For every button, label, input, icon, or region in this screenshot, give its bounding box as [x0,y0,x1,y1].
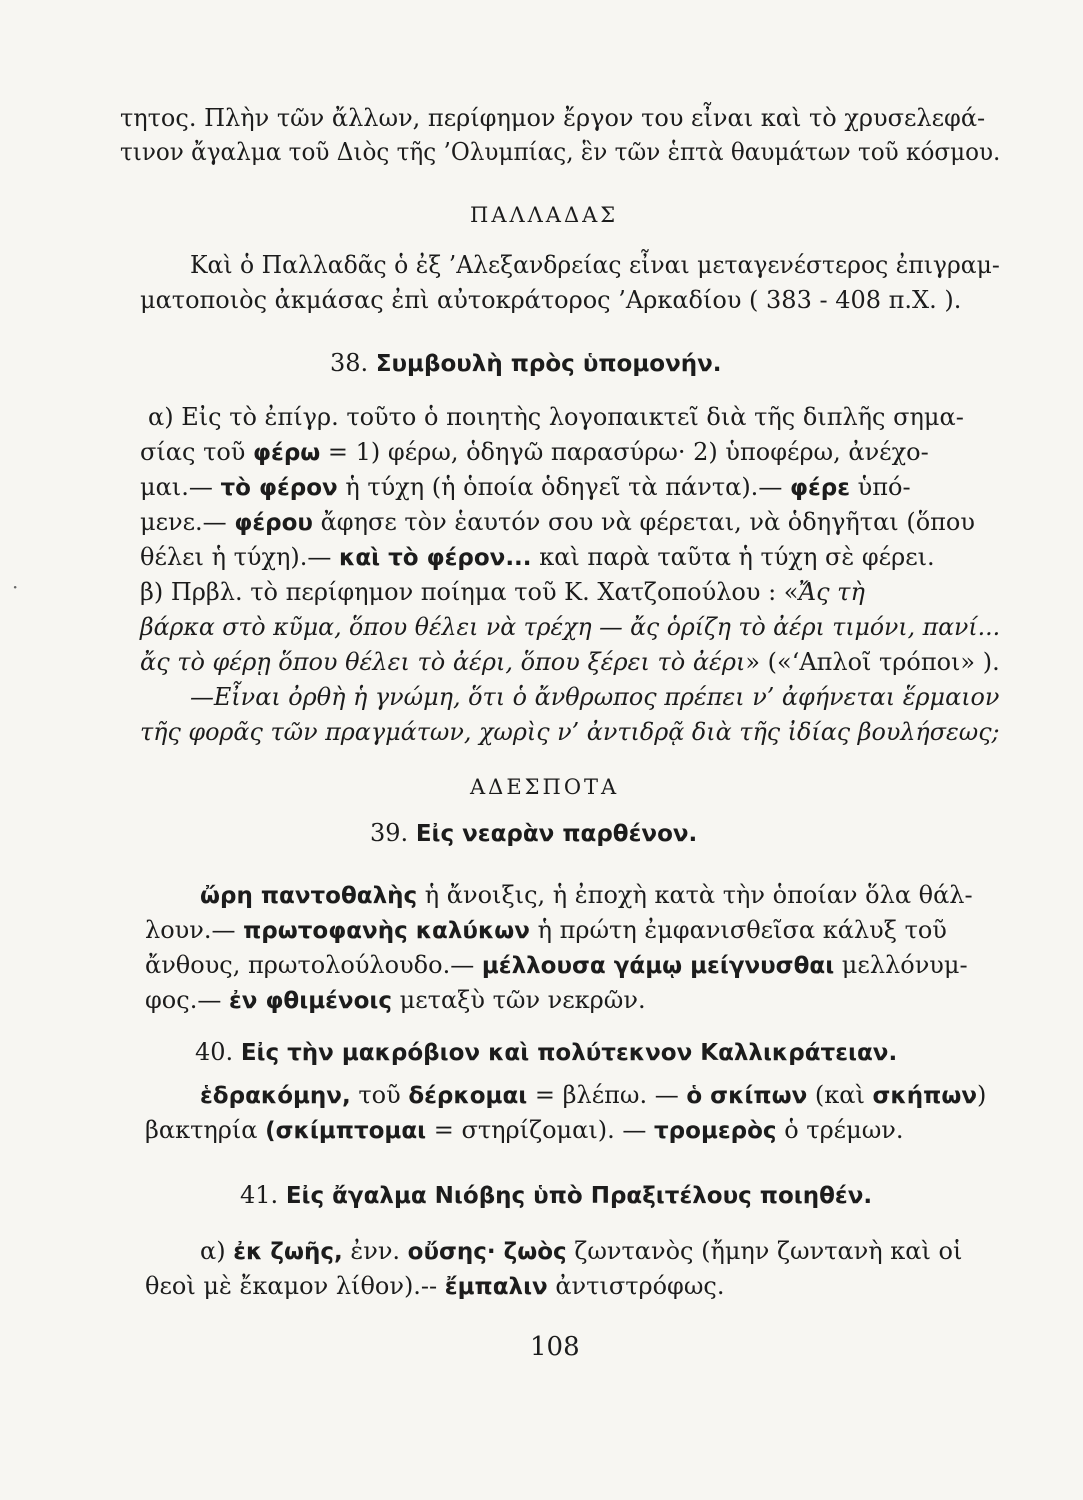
page-number: 108 [530,1332,580,1362]
text-line: βακτηρία (σκίμπτομαι = στηρίζομαι). — τρομερὸς ὁ τρέμων. [145,1116,904,1144]
text-line: —Εἶναι ὀρθὴ ἡ γνώμη, ὅτι ὁ ἄνθρωπος πρέπει ν’ ἀφήνεται ἕρμαιον [190,683,1000,711]
text-line: ἑδρακόμην, τοῦ δέρκομαι = βλέπω. — ὁ σκίπων (καὶ σκήπων) [200,1081,987,1109]
epigram-title-39: 39. Εἰς νεαρὰν παρθένον. [370,819,698,847]
section-heading-adespota: ΑΔΕΣΠΟΤΑ [470,775,620,799]
text-line: θέλει ἡ τύχη).— καὶ τὸ φέρον... καὶ παρὰ ταῦτα ἡ τύχη σὲ φέρει. [140,543,935,571]
text-line: βάρκα στὸ κῦμα, ὅπου θέλει νὰ τρέχη — ἄς ὁρίζη τὸ ἀέρι τιμόνι, πανί... [140,613,1001,641]
text-line: μενε.— φέρου ἄφησε τὸν ἑαυτόν σου νὰ φέρεται, νὰ ὁδηγῆται (ὅπου [140,508,975,536]
text-line: θεοὶ μὲ ἔκαμον λίθον).-- ἔμπαλιν ἀντιστρόφως. [145,1272,725,1300]
epigram-title-40: 40. Εἰς τὴν μακρόβιον καὶ πολύτεκνον Καλλικράτειαν. [195,1038,898,1066]
text-line: α) ἐκ ζωῆς, ἐνν. οὔσης· ζωὸς ζωντανὸς (ἤμην ζωντανὴ καὶ οἱ [200,1237,963,1265]
text-line: ἄνθους, πρωτολούλουδο.— μέλλουσα γάμῳ μείγνυσθαι μελλόνυμ- [145,951,968,979]
text-line: τινον ἄγαλμα τοῦ Διὸς τῆς ’Ολυμπίας, ἓν τῶν ἑπτὰ θαυμάτων τοῦ κόσμου. [120,138,1001,166]
section-heading-palladas: ΠΑΛΛΑΔΑΣ [470,203,619,227]
text-line: λουν.— πρωτοφανὴς καλύκων ἡ πρώτη ἐμφανισθεῖσα κάλυξ τοῦ [145,916,947,944]
text-line: μαι.— τὸ φέρον ἡ τύχη (ἡ ὁποία ὁδηγεῖ τὰ πάντα).— φέρε ὑπό- [140,473,911,501]
text-line: ἄς τὸ φέρῃ ὅπου θέλει τὸ ἀέρι, ὅπου ξέρει τὸ ἀέρι» («‘Απλοῖ τρόποι» ). [140,648,1000,676]
epigram-title-38: 38. Συμβουλὴ πρὸς ὑπομονήν. [330,349,722,377]
margin-mark: · [12,575,19,599]
text-line: α) Εἰς τὸ ἐπίγρ. τοῦτο ὁ ποιητὴς λογοπαικτεῖ διὰ τῆς διπλῆς σημα- [148,403,964,431]
text-line: ματοποιὸς ἀκμάσας ἐπὶ αὐτοκράτορος ’Αρκαδίου ( 383 - 408 π.Χ. ). [140,286,962,314]
epigram-title-41: 41. Εἰς ἄγαλμα Νιόβης ὑπὸ Πραξιτέλους ποιηθέν. [240,1181,873,1209]
text-line: τῆς φορᾶς τῶν πραγμάτων, χωρὶς ν’ ἀντιδρᾷ διὰ τῆς ἰδίας βουλήσεως; [140,718,1000,746]
text-line: φος.— ἐν φθιμένοις μεταξὺ τῶν νεκρῶν. [145,986,646,1014]
text-line: ὤρη παντοθαλὴς ἡ ἄνοιξις, ἡ ἐποχὴ κατὰ τὴν ὁποίαν ὅλα θάλ- [200,881,973,909]
text-line: β) Πρβλ. τὸ περίφημον ποίημα τοῦ Κ. Χατζοπούλου : «Ἄς τὴ [140,578,865,606]
text-line: τητος. Πλὴν τῶν ἄλλων, περίφημον ἔργον του εἶναι καὶ τὸ χρυσελεφά- [120,104,986,132]
text-line: σίας τοῦ φέρω = 1) φέρω, ὁδηγῶ παρασύρω· 2) ὑποφέρω, ἀνέχο- [140,438,929,466]
text-line: Καὶ ὁ Παλλαδᾶς ὁ ἐξ ’Αλεξανδρείας εἶναι μεταγενέστερος ἐπιγραμ- [190,251,1000,279]
